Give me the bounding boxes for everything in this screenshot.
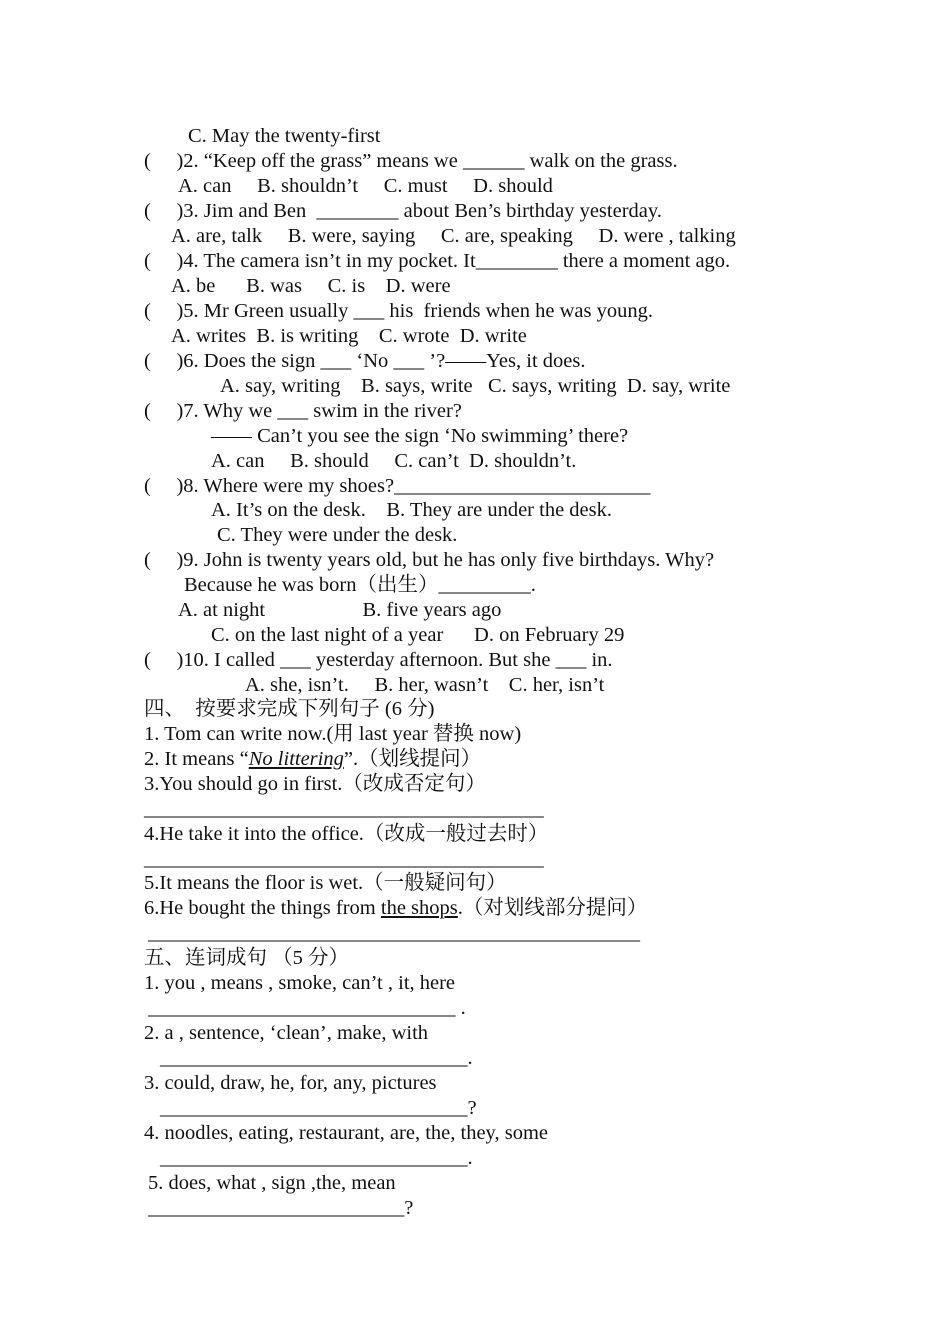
question-5: ( )5. Mr Green usually ___ his friends when he was young. bbox=[144, 300, 653, 322]
section-5-item-2: 2. a , sentence, ‘clean’, make, with bbox=[144, 1022, 429, 1044]
section-5-title: 五、连词成句 （5 分） bbox=[144, 947, 349, 969]
question-4: ( )4. The camera isn’t in my pocket. It________ there a moment ago. bbox=[144, 250, 731, 272]
item-2-suffix: ”.（划线提问） bbox=[343, 748, 482, 770]
question-2: ( )2. “Keep off the grass” means we ______ walk on the grass. bbox=[144, 150, 678, 172]
question-6-options: A. say, writing B. says, write C. says, writing D. say, write bbox=[220, 375, 731, 397]
answer-line-5-3: ______________________________? bbox=[160, 1097, 477, 1119]
question-6: ( )6. Does the sign ___ ‘No ___ ’?——Yes, it does. bbox=[144, 350, 586, 372]
answer-line-5-2: ______________________________. bbox=[160, 1047, 473, 1069]
section-4-item-2 bbox=[144, 747, 481, 772]
question-9: ( )9. John is twenty years old, but he has only five birthdays. Why? bbox=[144, 549, 715, 571]
item-6-prefix: 6.He bought the things from bbox=[144, 897, 381, 919]
section-5-item-1: 1. you , means , smoke, can’t , it, here bbox=[144, 972, 456, 994]
question-2-options: A. can B. shouldn’t C. must D. should bbox=[178, 175, 553, 197]
question-3-options: A. are, talk B. were, saying C. are, speaking D. were , talking bbox=[171, 225, 736, 247]
question-4-options: A. be B. was C. is D. were bbox=[171, 275, 451, 297]
item-2-underlined: No littering bbox=[248, 748, 344, 770]
answer-line-5-4: ______________________________. bbox=[160, 1147, 473, 1169]
section-4-item-3: 3.You should go in first.（改成否定句） bbox=[144, 773, 486, 795]
answer-line-5-1: ______________________________ . bbox=[148, 997, 466, 1019]
question-3: ( )3. Jim and Ben ________ about Ben’s birthday yesterday. bbox=[144, 200, 662, 222]
question-7: ( )7. Why we ___ swim in the river? bbox=[144, 400, 462, 422]
question-9-options-ab: A. at night B. five years ago bbox=[178, 599, 502, 621]
question-10-options: A. she, isn’t. B. her, wasn’t C. her, isn’t bbox=[245, 674, 605, 696]
section-4-item-4: 4.He take it into the office.（改成一般过去时） bbox=[144, 823, 549, 845]
section-4-item-1: 1. Tom can write now.(用 last year 替换 now) bbox=[144, 723, 522, 745]
section-4-title: 四、 按要求完成下列句子 (6 分) bbox=[144, 698, 435, 720]
question-9-line-2: Because he was born（出生）_________. bbox=[184, 574, 536, 596]
question-8-options-ab: A. It’s on the desk. B. They are under the desk. bbox=[211, 499, 612, 521]
question-7-options: A. can B. should C. can’t D. shouldn’t. bbox=[211, 450, 577, 472]
section-5-item-5: 5. does, what , sign ,the, mean bbox=[148, 1172, 396, 1194]
section-5-item-3: 3. could, draw, he, for, any, pictures bbox=[144, 1072, 437, 1094]
answer-line-4: _______________________________________ bbox=[144, 848, 544, 870]
section-4-item-5: 5.It means the floor is wet.（一般疑问句） bbox=[144, 872, 507, 894]
q1-option-c: C. May the twenty-first bbox=[188, 125, 381, 147]
question-8-option-c: C. They were under the desk. bbox=[217, 524, 458, 546]
question-5-options: A. writes B. is writing C. wrote D. write bbox=[171, 325, 527, 347]
section-5-item-4: 4. noodles, eating, restaurant, are, the, they, some bbox=[144, 1122, 548, 1144]
question-10: ( )10. I called ___ yesterday afternoon. But she ___ in. bbox=[144, 649, 613, 671]
question-7-reply: —— Can’t you see the sign ‘No swimming’ there? bbox=[211, 425, 629, 447]
item-6-underlined: the shops bbox=[380, 897, 458, 919]
answer-line-3: _______________________________________ bbox=[144, 798, 544, 820]
answer-line-6: ________________________________________________ bbox=[148, 922, 640, 944]
answer-line-5-5: _________________________? bbox=[148, 1197, 414, 1219]
question-8: ( )8. Where were my shoes?_________________________ bbox=[144, 475, 651, 497]
item-6-suffix: .（对划线部分提问） bbox=[457, 897, 648, 919]
question-9-options-cd: C. on the last night of a year D. on February 29 bbox=[211, 624, 625, 646]
section-4-item-6 bbox=[144, 896, 647, 921]
item-2-prefix: 2. It means “ bbox=[144, 748, 249, 770]
